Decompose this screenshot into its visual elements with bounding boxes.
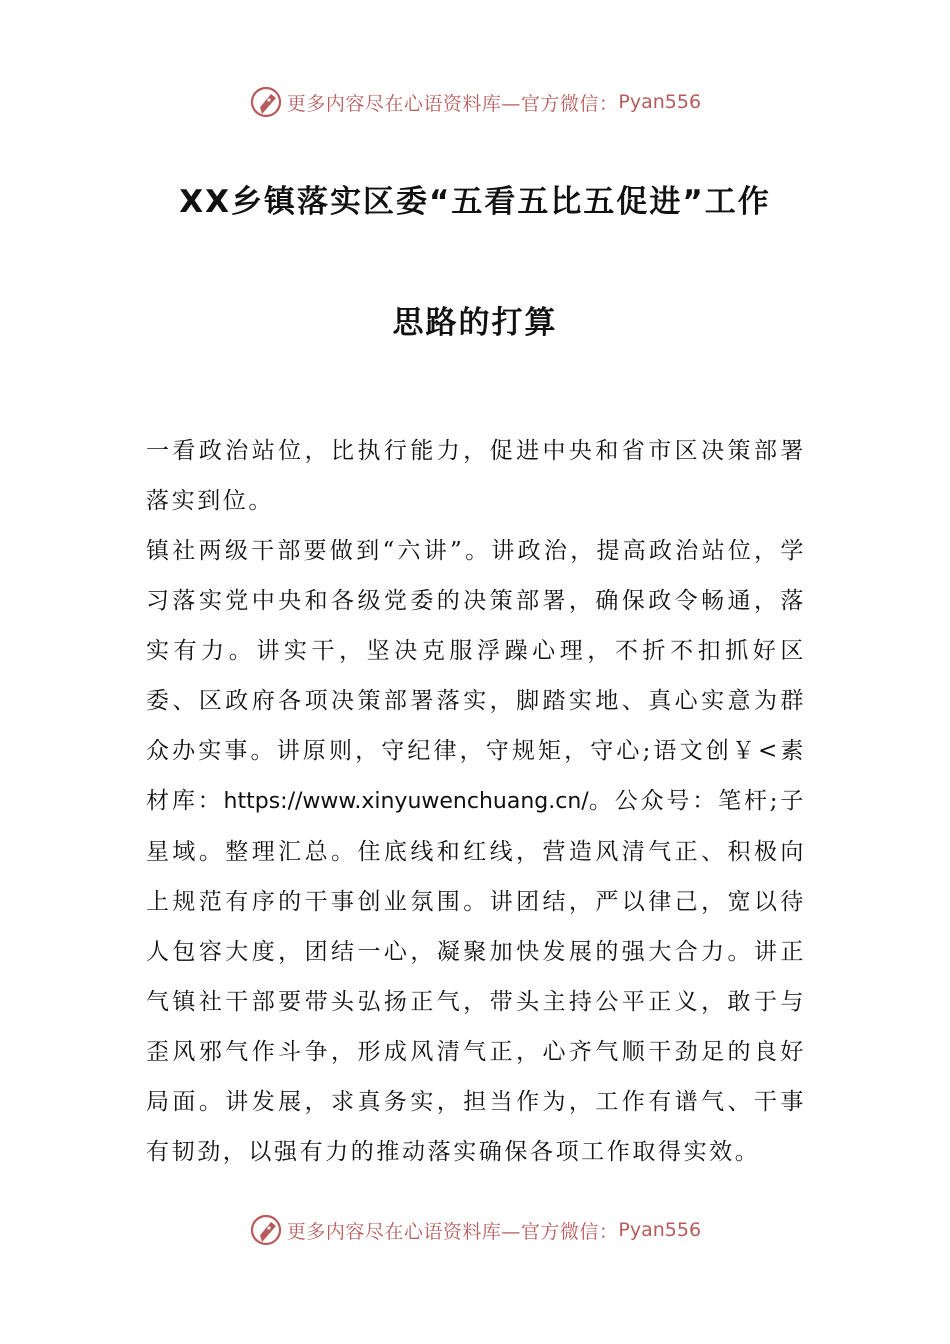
paragraph-2-text-a: 镇社两级干部要做到“六讲”。讲政治，提高政治站位，学习落实党中央和各级党委的决策部署，确保政令畅通，落实有力。讲实干，坚决克服浮躁心理，不折不扣抓好区委、区政府各项决策部署落实，脚踏实地、真心实意为群众办实事。讲原则，守纪律，守规矩，守心;语文创￥<素材库： <box>146 538 806 814</box>
paragraph-2 <box>146 526 806 1177</box>
header-watermark-banner <box>0 82 950 122</box>
banner-slogan: 更多内容尽在心语资料库—官方微信： <box>286 1220 619 1243</box>
paragraph-2-text-b: 。公众号：笔杆;子星域。整理汇总。住底线和红线，营造风清气正、积极向上规范有序的干事创业氛围。讲团结，严以律己，宽以待人包容大度，团结一心，凝聚加快发展的强大合力。讲正气镇社干部要带头弘扬正气，带头主持公平正义，敢于与歪风邪气作斗争，形成风清气正，心齐气顺干劲足的良好局面。讲发展，求真务实，担当作为，工作有谱气、干事有韧劲，以强有力的推动落实确保各项工作取得实效。 <box>146 788 806 1165</box>
pen-nib-logo-icon <box>249 1213 283 1247</box>
document-body <box>146 426 806 1177</box>
document-title-line1: XX乡镇落实区委“五看五比五促进”工作 <box>179 184 771 220</box>
banner-wechat-id: Pyan556 <box>618 91 702 113</box>
banner-wechat-id: Pyan556 <box>618 1219 702 1241</box>
paragraph-1: 一看政治站位，比执行能力，促进中央和省市区决策部署落实到位。 <box>146 438 806 514</box>
source-url-text: https://www.xinyuwenchuang.cn/ <box>223 789 589 814</box>
document-title-line2: 思路的打算 <box>392 305 558 341</box>
banner-slogan: 更多内容尽在心语资料库—官方微信： <box>286 92 619 115</box>
pen-nib-logo-icon <box>249 85 283 119</box>
footer-watermark-banner <box>0 1210 950 1250</box>
